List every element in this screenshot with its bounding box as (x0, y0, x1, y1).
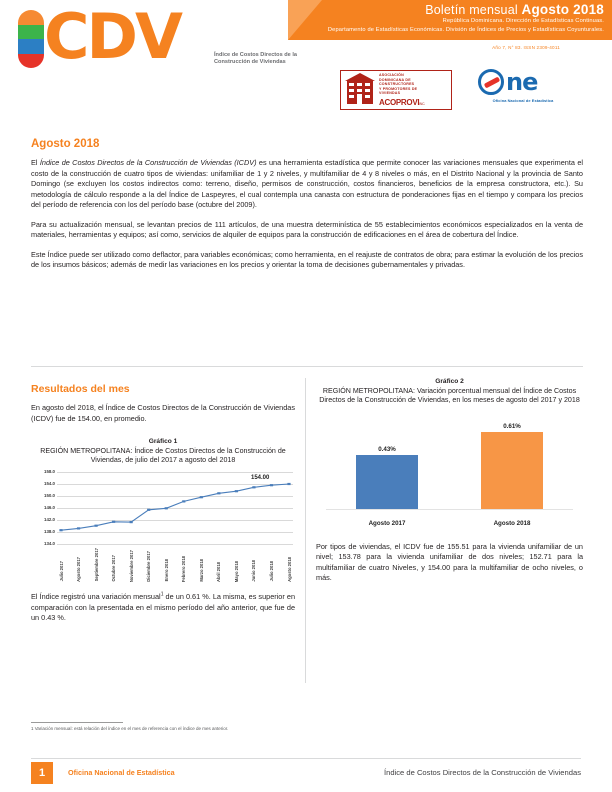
chart2-caption (316, 378, 583, 406)
intro-p1-pre: El (31, 158, 40, 167)
section-divider (31, 366, 583, 367)
page-number-badge: 1 (31, 762, 53, 784)
line-chart-x-tick: Agosto 2017 (76, 556, 82, 582)
line-chart-y-tick: 154.0 (44, 480, 55, 486)
one-circle-icon (478, 69, 504, 95)
left-column (31, 383, 295, 624)
bar-chart-value-label: 0.43% (378, 445, 396, 453)
acoprovi-line-3: CONSTRUCTORES (379, 82, 415, 87)
intro-paragraph-3: Este Índice puede ser utilizado como deflactor, para variables económicas; como herramienta, en el reajuste de contratos de obra; para estimar la evolución de los precios de los insumos básicos; además de medir las variaciones en los precios y orientar la toma de decisiones gubernamentales y privadas. (31, 249, 583, 270)
page-header (0, 0, 612, 118)
chart2-figure-label: Gráfico 2 (435, 378, 464, 385)
results-title: Resultados del mes (31, 383, 130, 395)
acoprovi-brand: ACOPROVI (379, 98, 420, 107)
line-chart-x-tick: Julio 2018 (268, 561, 274, 582)
acoprovi-logo (340, 70, 452, 110)
line-chart-plot-area (57, 472, 293, 544)
one-wordmark: ne (506, 68, 538, 96)
line-chart-x-tick: Agosto 2018 (286, 556, 292, 582)
footer-organization: Oficina Nacional de Estadística (68, 768, 175, 777)
issn-text: Año 7, N° 83. ISSN 2309-4011 (492, 45, 560, 50)
line-chart-series (57, 472, 293, 544)
line-chart-y-tick: 134.0 (44, 540, 55, 546)
line-chart-last-value-label: 154.00 (251, 474, 270, 481)
line-chart-x-tick: Mayo 2018 (233, 560, 239, 582)
line-chart-x-tick: Septiembre 2017 (93, 548, 99, 582)
bar-chart-category-label: Agosto 2017 (368, 519, 406, 527)
icdv-color-bars-icon (18, 10, 44, 68)
line-chart-x-tick: Junio 2018 (251, 560, 257, 582)
line-chart-x-tick: Diciembre 2017 (146, 550, 152, 582)
intro-text-block (31, 158, 583, 280)
acoprovi-line-2: DOMINICANA DE (379, 77, 411, 82)
institution-line-2: Departamento de Estadísticas Económicas. División de Índices de Precios y Estadísticas Coyunturales. (327, 26, 604, 33)
line-chart-x-tick: Abril 2018 (216, 561, 222, 582)
line-chart-y-tick: 146.0 (44, 504, 55, 510)
variation-note: El Índice registró una variación mensual$^1$ de un 0.61 %. La misma, es superior en comparación con la presentada en el mismo período del año anterior, que fue de un 0.43 %. (31, 591, 296, 623)
one-caption: Oficina Nacional de Estadística (492, 98, 554, 103)
intro-p1-italic: Índice de Costos Directos de la Construcción de Viviendas (ICDV) (39, 158, 257, 167)
bar-chart-category-label: Agosto 2018 (493, 519, 531, 527)
line-chart-x-tick: Febrero 2018 (181, 555, 187, 582)
intro-p1-post: es una herramienta estadística que permite conocer las variaciones mensuales que experimenta el costo de la construcción de cuatro tipos de viviendas: unifamiliar de 1 y 2 niveles, y multifamiliar de 4 y 8 niveles o más, en el Distrito Nacional y la provincia de Santo Domingo (se excluyen los costos indirectos como: terreno, diseño, permisos de construcción, costos financieros, beneficios de la empresa constructora, etc.). Su metodología de cálculo responde a la del Índice de Laspeyres, el cual contempla una canasta con estructura de ponderaciones fijas en el tiempo y compara los precios del período de referencia con los del período base (octubre del 2009). (31, 158, 583, 210)
page-title: Agosto 2018 (31, 138, 100, 150)
results-summary: En agosto del 2018, el Índice de Costos Directos de la Construcción de Viviendas (ICDV) fue de 154.00, en promedio. (31, 403, 295, 423)
bar-chart-bar (356, 445, 418, 527)
chart2-title: REGIÓN METROPOLITANA: Variación porcentual mensual del Índice de Costos Directos de la Construcción de Viviendas, en los meses de agosto del 2017 y 2018 (319, 386, 580, 405)
line-chart-y-tick: 150.0 (44, 492, 55, 498)
bulletin-prefix: Boletín mensual (425, 3, 522, 17)
acoprovi-line-1: ASOCIACIÓN (379, 73, 404, 77)
chart1-figure-label: Gráfico 1 (148, 438, 178, 445)
line-chart-x-tick: Julio 2017 (58, 561, 64, 582)
logo-subtitle: Índice de Costos Directos de la Construcción de Viviendas (214, 52, 297, 66)
intro-paragraph-1 (31, 158, 583, 211)
intro-paragraph-2: Para su actualización mensual, se levantan precios de 111 artículos, de una muestra determinística de 55 establecimientos económicos especializados en la venta de materiales, herramientas y equipos; así como, servicios de alquiler de equipos para la construcción de edificaciones en el área de cobertura del Índice. (31, 219, 583, 240)
institution-line-1: República Dominicana. Dirección de Estadísticas Continuas. (442, 18, 604, 24)
chart1-caption (31, 438, 295, 466)
line-chart-x-axis (57, 546, 293, 582)
line-chart-x-tick: Octubre 2017 (111, 555, 117, 582)
acoprovi-building-icon (344, 73, 376, 107)
acoprovi-line-4: Y PROMOTORES DE (379, 86, 418, 91)
bar-chart-variation (316, 414, 583, 532)
bar-chart-bar-fill (481, 432, 543, 509)
one-logo (478, 68, 568, 108)
bulletin-month: Agosto 2018 (521, 2, 604, 17)
logo-acronym: CDV (44, 0, 180, 73)
column-divider (305, 378, 306, 683)
line-chart-x-tick: Enero 2018 (163, 559, 169, 582)
footnote: 1 Variación mensual: está relación del índice en el mes de referencia con el índice de mes anterior. (31, 726, 331, 732)
line-chart-y-tick: 138.0 (44, 528, 55, 534)
line-chart-y-tick: 142.0 (44, 516, 55, 522)
footnote-marker: 1 (160, 591, 164, 598)
bar-chart-value-label: 0.61% (503, 423, 521, 431)
footer-document-name: Índice de Costos Directos de la Construcción de Viviendas (384, 768, 581, 777)
footer-divider (31, 758, 581, 759)
page-footer (0, 752, 612, 792)
acoprovi-suffix: INC. (419, 102, 425, 106)
line-chart-icdv (31, 470, 295, 582)
right-column (316, 378, 583, 584)
acoprovi-line-5: VIVIENDAS (379, 91, 401, 96)
bar-chart-bar (481, 423, 543, 527)
chart1-title: REGIÓN METROPOLITANA: Índice de Costos Directos de la Construcción de Viviendas, de julio del 2017 a agosto del 2018 (40, 446, 286, 465)
line-chart-y-tick: 158.0 (44, 468, 55, 474)
types-note: Por tipos de viviendas, el ICDV fue de 155.51 para la vivienda unifamiliar de un nivel; 153.78 para la vivienda unifamiliar de dos niveles; 152.71 para la multifamiliar de cuatro Niveles, y 154.00 para la multifamiliar de ocho niveles, o más. (316, 541, 583, 583)
line-chart-x-tick: Noviembre 2017 (128, 549, 134, 582)
icdv-logo (18, 0, 297, 78)
bulletin-title (425, 2, 604, 17)
line-chart-x-tick: Marzo 2018 (198, 559, 204, 582)
bar-chart-baseline (326, 509, 573, 510)
acoprovi-name (379, 98, 425, 107)
bar-chart-bar-fill (356, 455, 418, 509)
acoprovi-text-block (379, 73, 451, 96)
